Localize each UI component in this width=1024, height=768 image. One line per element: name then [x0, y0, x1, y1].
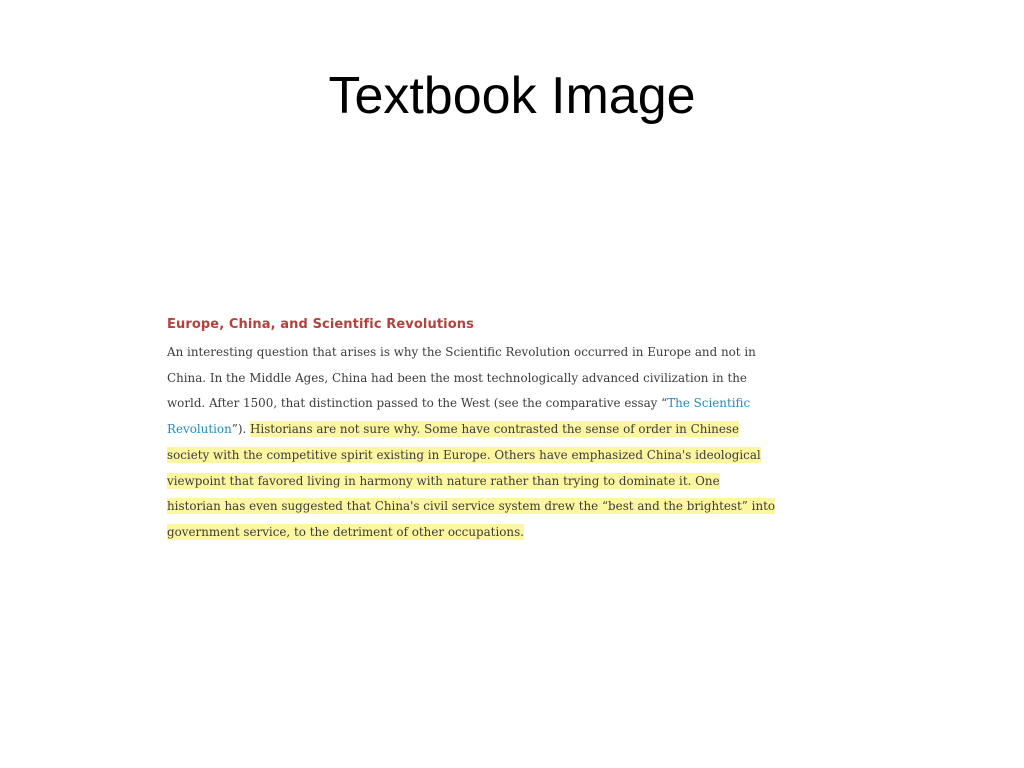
- line-text: China. In the Middle Ages, China had been the most technologically advanced civilization in the: [167, 370, 747, 385]
- paragraph-line: [167, 366, 827, 392]
- highlighted-text: society with the competitive spirit existing in Europe. Others have emphasized China's ideological: [167, 447, 761, 462]
- line-text: world. After 1500, that distinction passed to the West (see the comparative essay “: [167, 396, 668, 411]
- paragraph-line: [167, 469, 827, 495]
- excerpt-heading: Europe, China, and Scientific Revolutions: [167, 317, 474, 332]
- paragraph-line: [167, 494, 827, 520]
- paragraph-line: [167, 391, 827, 417]
- textbook-excerpt-image: [167, 314, 827, 546]
- highlighted-text: viewpoint that favored living in harmony with nature rather than trying to dominate it. One: [167, 473, 720, 488]
- paragraph-line: [167, 443, 827, 469]
- highlighted-text: historian has even suggested that China's civil service system drew the “best and the brightest” into: [167, 499, 776, 514]
- essay-link[interactable]: The Scientific: [667, 396, 751, 411]
- slide-title: Textbook Image: [328, 67, 696, 125]
- highlighted-text: government service, to the detriment of other occupations.: [167, 524, 524, 539]
- line-text: An interesting question that arises is why the Scientific Revolution occurred in Europe and not in: [167, 345, 756, 359]
- highlighted-text: Historians are not sure why. Some have contrasted the sense of order in Chinese: [250, 422, 740, 437]
- paragraph-line: [167, 417, 827, 443]
- line-text: ”).: [231, 422, 251, 437]
- paragraph-line: [167, 520, 827, 546]
- essay-link-continued[interactable]: Revolution: [167, 422, 232, 437]
- paragraph-line: [167, 340, 827, 366]
- excerpt-paragraph: [167, 340, 827, 546]
